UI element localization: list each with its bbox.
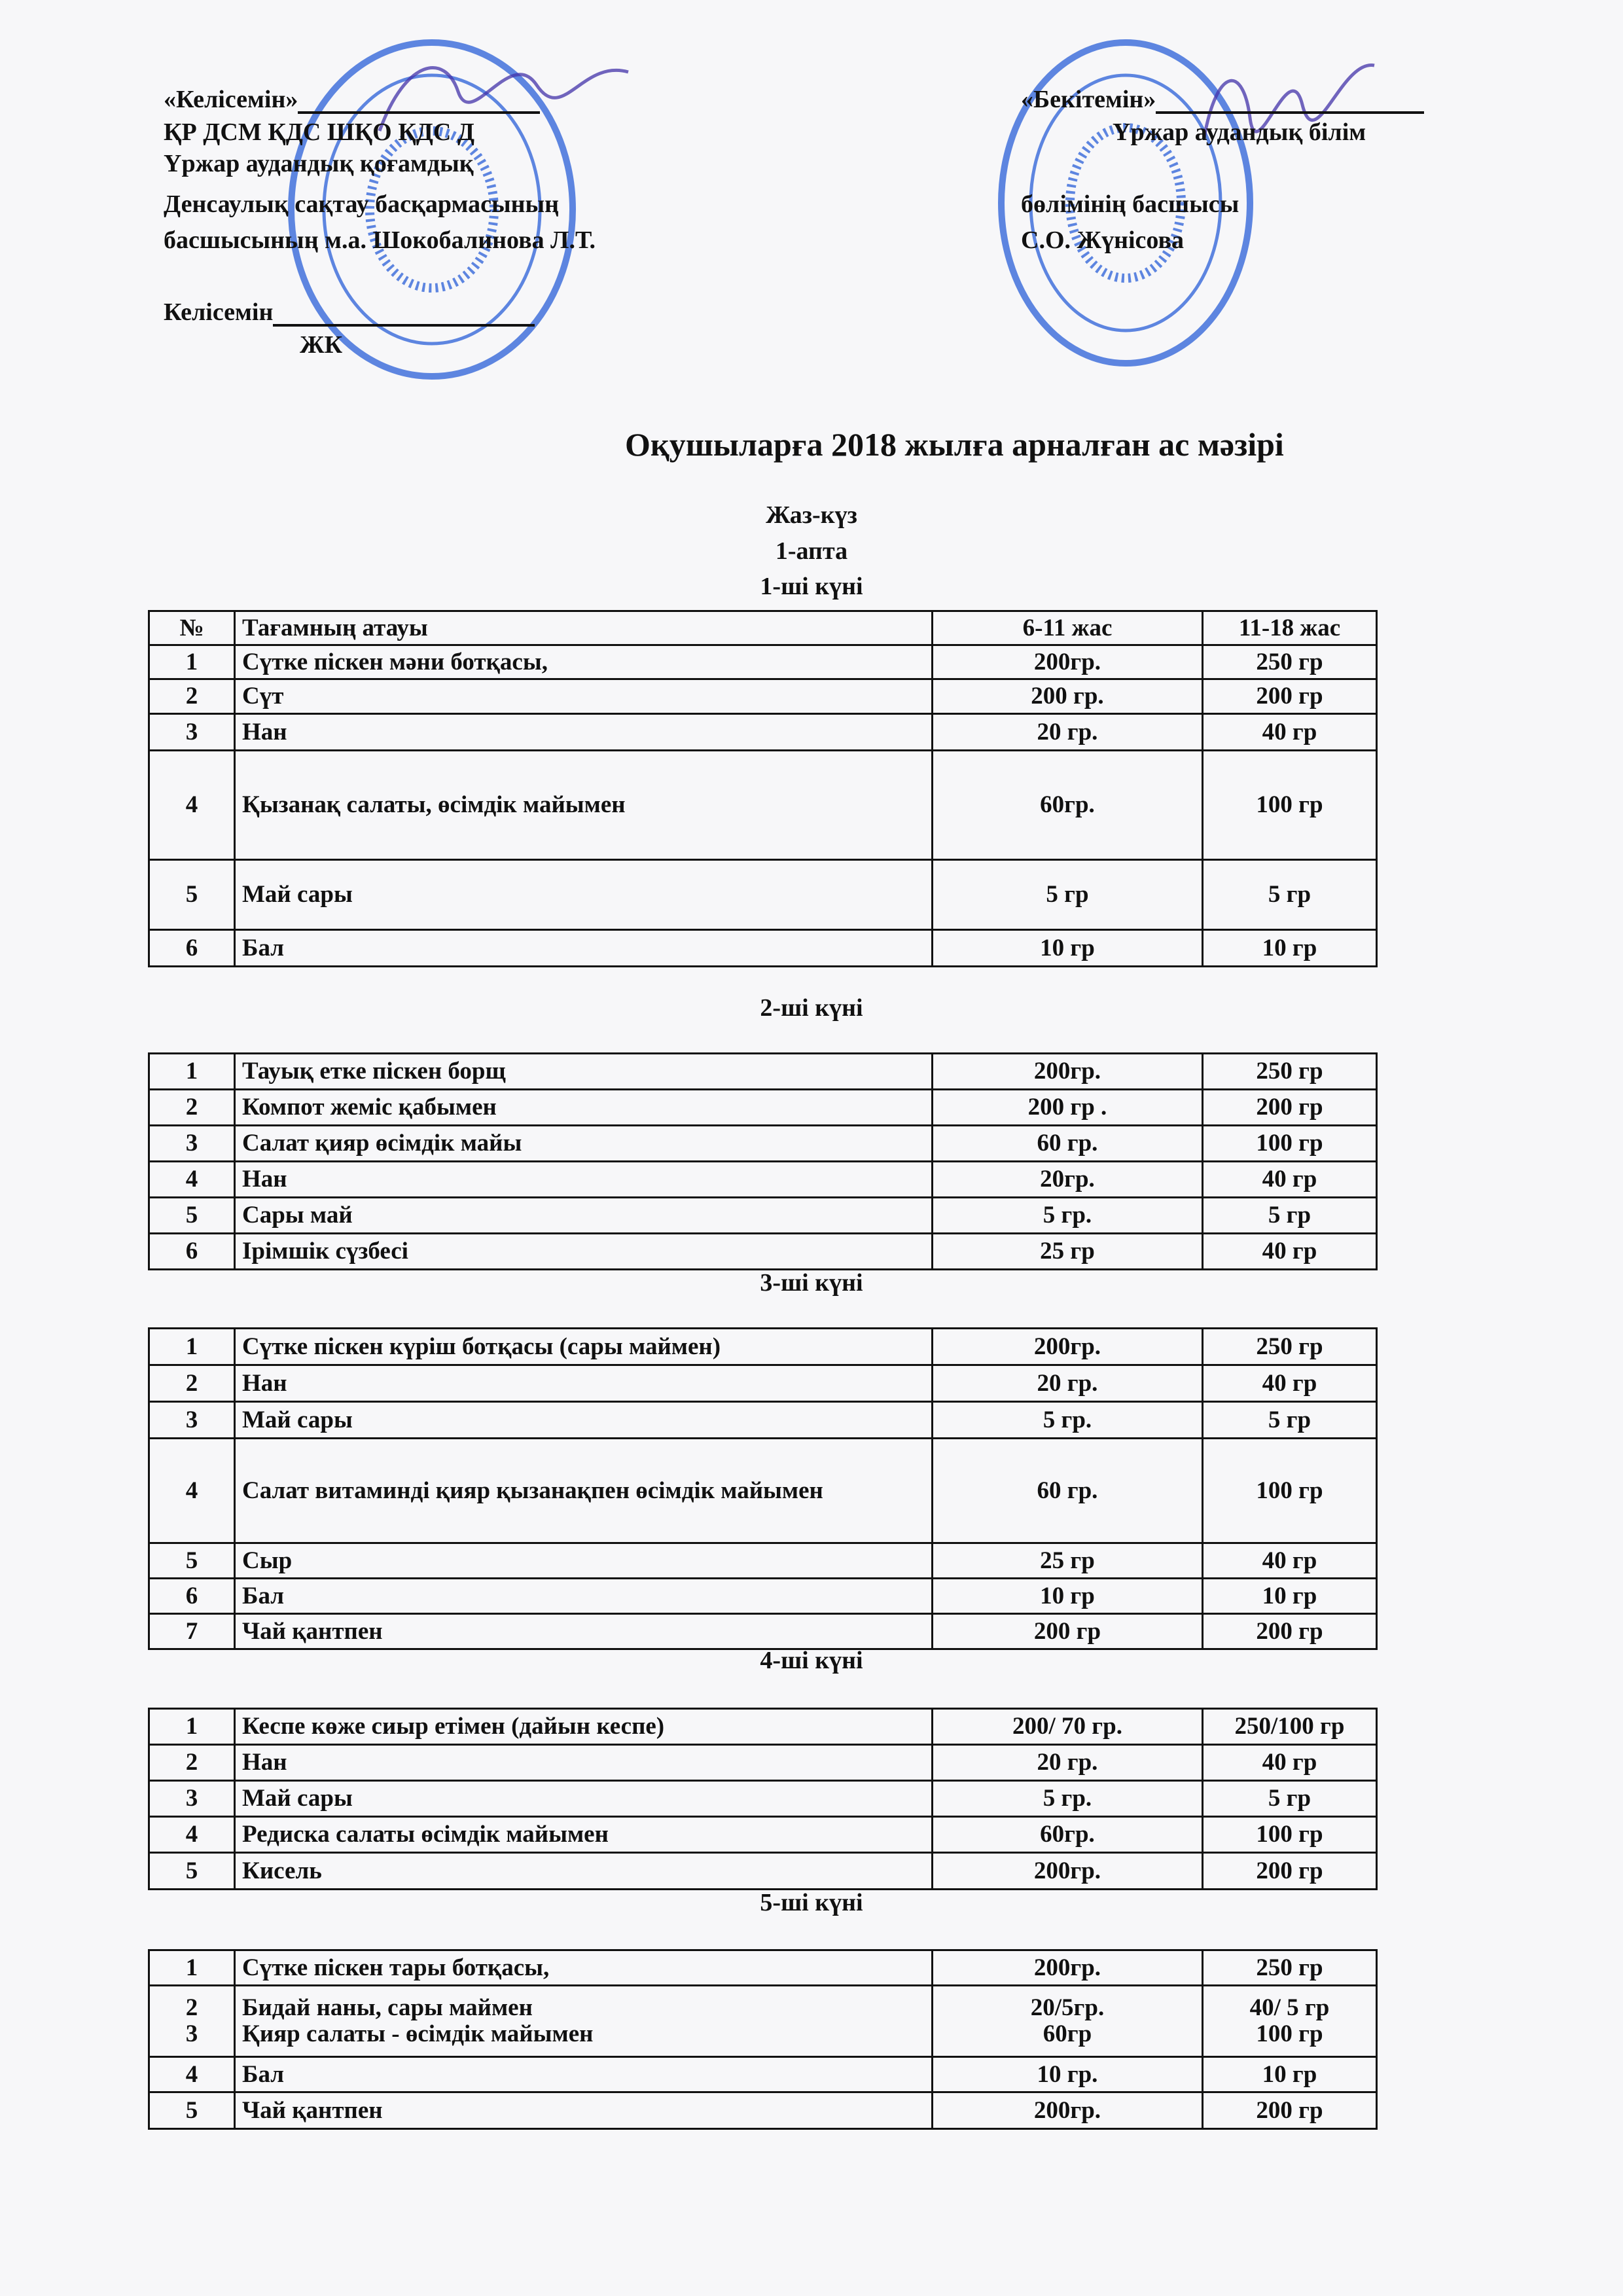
dish-name: Сыр (235, 1543, 933, 1579)
portion-6-11: 10 гр (933, 1579, 1203, 1614)
portion-11-18: 5 гр (1203, 1402, 1377, 1439)
row-number: 3 (149, 1781, 235, 1817)
portion-6-11: 200 гр . (933, 1090, 1203, 1126)
dish-name: Нан (235, 714, 933, 751)
table-row (149, 1234, 1377, 1270)
row-number: 2 (149, 679, 235, 714)
table-header (149, 611, 1377, 645)
column-header-name: Тағамның атауы (235, 611, 933, 645)
row-number: 2 (149, 1745, 235, 1781)
menu-table (148, 610, 1378, 967)
table-row (149, 1543, 1377, 1579)
approved-label: «Бекітемін» (1021, 85, 1424, 114)
row-number: 4 (149, 2057, 235, 2092)
portion-11-18: 200 гр (1203, 1090, 1377, 1126)
portion-11-18: 40 гр (1203, 1543, 1377, 1579)
portion-11-18: 200 гр (1203, 1853, 1377, 1890)
menu-table (148, 1052, 1378, 1270)
signature-line (273, 298, 535, 327)
signature-line (298, 85, 540, 114)
portion-11-18: 40/ 5 гр 100 гр (1203, 1986, 1377, 2057)
row-number: 7 (149, 1614, 235, 1649)
menu-table (148, 1949, 1378, 2130)
dish-name: Бал (235, 930, 933, 967)
row-number: 1 (149, 1950, 235, 1986)
table-row (149, 2092, 1377, 2129)
row-number: 4 (149, 1162, 235, 1198)
dish-name: Сары май (235, 1198, 933, 1234)
signature-line (1156, 85, 1424, 114)
portion-6-11: 10 гр. (933, 2057, 1203, 2092)
portion-11-18: 5 гр (1203, 1198, 1377, 1234)
row-number: 2 (149, 1090, 235, 1126)
dish-name: Кисель (235, 1853, 933, 1890)
table-row (149, 1817, 1377, 1853)
portion-11-18: 100 гр (1203, 1126, 1377, 1162)
portion-6-11: 200гр. (933, 1054, 1203, 1090)
header-right-line1: Үржар аудандық білім (1113, 118, 1366, 146)
table-row (149, 1126, 1377, 1162)
portion-11-18: 200 гр (1203, 2092, 1377, 2129)
portion-6-11: 60гр. (933, 751, 1203, 860)
table-row (149, 1329, 1377, 1365)
portion-11-18: 10 гр (1203, 930, 1377, 967)
dish-name: Май сары (235, 1781, 933, 1817)
row-number: 3 (149, 1126, 235, 1162)
table-row (149, 1365, 1377, 1402)
column-header-number: № (149, 611, 235, 645)
dish-name: Тауық етке піскен борщ (235, 1054, 933, 1090)
row-number: 5 (149, 860, 235, 930)
table-row (149, 1709, 1377, 1745)
dish-name: Бал (235, 2057, 933, 2092)
row-number: 6 (149, 930, 235, 967)
table-row (149, 1745, 1377, 1781)
column-header-age-6-11: 6-11 жас (933, 611, 1203, 645)
portion-11-18: 40 гр (1203, 1162, 1377, 1198)
portion-6-11: 5 гр. (933, 1198, 1203, 1234)
portion-11-18: 100 гр (1203, 1439, 1377, 1543)
portion-6-11: 5 гр. (933, 1781, 1203, 1817)
dish-name: Сүтке піскен күріш ботқасы (сары маймен) (235, 1329, 933, 1365)
day-label: 2-ші күні (760, 994, 863, 1022)
portion-6-11: 10 гр (933, 930, 1203, 967)
table-row (149, 1950, 1377, 1986)
row-number: 1 (149, 645, 235, 679)
portion-11-18: 40 гр (1203, 1234, 1377, 1270)
table-row (149, 679, 1377, 714)
day-label: 5-ші күні (760, 1889, 863, 1916)
row-number: 5 (149, 1853, 235, 1890)
dish-name: Нан (235, 1162, 933, 1198)
portion-11-18: 40 гр (1203, 1365, 1377, 1402)
portion-11-18: 5 гр (1203, 1781, 1377, 1817)
header-right-line2: бөлімінің басшысы (1021, 190, 1240, 218)
table-row (149, 1402, 1377, 1439)
portion-6-11: 60гр. (933, 1817, 1203, 1853)
dish-name: Редиска салаты өсімдік майымен (235, 1817, 933, 1853)
day-label: 4-ші күні (760, 1647, 863, 1674)
portion-11-18: 40 гр (1203, 714, 1377, 751)
row-number: 3 (149, 1402, 235, 1439)
table-row (149, 1853, 1377, 1890)
portion-11-18: 200 гр (1203, 679, 1377, 714)
portion-11-18: 200 гр (1203, 1614, 1377, 1649)
portion-6-11: 200гр. (933, 1329, 1203, 1365)
portion-11-18: 10 гр (1203, 2057, 1377, 2092)
row-number: 5 (149, 1543, 235, 1579)
table-row (149, 860, 1377, 930)
dish-name: Май сары (235, 860, 933, 930)
table-row (149, 1614, 1377, 1649)
dish-name: Сүтке піскен мәни ботқасы, (235, 645, 933, 679)
portion-11-18: 5 гр (1203, 860, 1377, 930)
header-left-line3: Денсаулық сақтау басқармасының (164, 190, 560, 218)
table-row (149, 1579, 1377, 1614)
portion-6-11: 200гр. (933, 1950, 1203, 1986)
row-number: 3 (149, 714, 235, 751)
portion-11-18: 250/100 гр (1203, 1709, 1377, 1745)
table-row (149, 714, 1377, 751)
portion-6-11: 20 гр. (933, 1365, 1203, 1402)
column-header-age-11-18: 11-18 жас (1203, 611, 1377, 645)
portion-11-18: 100 гр (1203, 1817, 1377, 1853)
dish-name: Сүт (235, 679, 933, 714)
row-number: 1 (149, 1329, 235, 1365)
portion-6-11: 200гр. (933, 1853, 1203, 1890)
season-label: Жаз-күз (766, 501, 857, 529)
portion-6-11: 200 гр. (933, 679, 1203, 714)
row-number: 2 (149, 1365, 235, 1402)
dish-name: Қызанақ салаты, өсімдік майымен (235, 751, 933, 860)
portion-11-18: 40 гр (1203, 1745, 1377, 1781)
row-number: 5 (149, 2092, 235, 2129)
row-number: 6 (149, 1234, 235, 1270)
table-row (149, 1162, 1377, 1198)
header-left-line2: Үржар аудандық қоғамдық (164, 150, 474, 177)
portion-6-11: 5 гр (933, 860, 1203, 930)
day-label: 1-ші күні (760, 573, 863, 600)
menu-table (148, 1708, 1378, 1890)
table-row (149, 1439, 1377, 1543)
dish-name: Салат витаминді қияр қызанақпен өсімдік майымен (235, 1439, 933, 1543)
portion-6-11: 20/5гр. 60гр (933, 1986, 1203, 2057)
portion-11-18: 10 гр (1203, 1579, 1377, 1614)
table-row (149, 1986, 1377, 2057)
dish-name: Кеспе көже сиыр етімен (дайын кеспе) (235, 1709, 933, 1745)
header-left-org: ҚР ДСМ ҚДС ШҚО ҚДС Д (164, 118, 474, 146)
row-number: 1 (149, 1709, 235, 1745)
dish-name: Чай қантпен (235, 2092, 933, 2129)
row-number: 2 3 (149, 1986, 235, 2057)
page-title: Оқушыларға 2018 жылға арналған ас мәзірі (625, 426, 1284, 463)
portion-6-11: 20 гр. (933, 1745, 1203, 1781)
dish-name: Бал (235, 1579, 933, 1614)
portion-6-11: 25 гр (933, 1234, 1203, 1270)
header-left-line4: басшысының м.а. Шокобалинова Л.Т. (164, 226, 596, 254)
dish-name: Чай қантпен (235, 1614, 933, 1649)
table-row (149, 1054, 1377, 1090)
dish-name: Нан (235, 1745, 933, 1781)
week-label: 1-апта (775, 537, 848, 565)
agreed2-label: Келісемін (164, 298, 535, 327)
dish-name: Компот жеміс қабымен (235, 1090, 933, 1126)
row-number: 6 (149, 1579, 235, 1614)
dish-name: Салат қияр өсімдік майы (235, 1126, 933, 1162)
table-row (149, 1090, 1377, 1126)
table-row (149, 2057, 1377, 2092)
table-row (149, 1781, 1377, 1817)
portion-11-18: 100 гр (1203, 751, 1377, 860)
dish-name: Нан (235, 1365, 933, 1402)
table-row (149, 1198, 1377, 1234)
portion-6-11: 60 гр. (933, 1126, 1203, 1162)
row-number: 5 (149, 1198, 235, 1234)
day-label: 3-ші күні (760, 1269, 863, 1297)
portion-6-11: 200гр. (933, 645, 1203, 679)
portion-6-11: 200 гр (933, 1614, 1203, 1649)
portion-6-11: 200/ 70 гр. (933, 1709, 1203, 1745)
portion-6-11: 20гр. (933, 1162, 1203, 1198)
agreed-label: «Келісемін» (164, 85, 540, 114)
portion-6-11: 200гр. (933, 2092, 1203, 2129)
portion-11-18: 250 гр (1203, 645, 1377, 679)
portion-6-11: 5 гр. (933, 1402, 1203, 1439)
menu-table (148, 1327, 1378, 1650)
portion-6-11: 25 гр (933, 1543, 1203, 1579)
row-number: 4 (149, 1817, 235, 1853)
agreed2-sub: ЖК (300, 331, 343, 359)
portion-6-11: 20 гр. (933, 714, 1203, 751)
portion-11-18: 250 гр (1203, 1950, 1377, 1986)
table-row (149, 930, 1377, 967)
dish-name: Сүтке піскен тары ботқасы, (235, 1950, 933, 1986)
table-row (149, 645, 1377, 679)
row-number: 1 (149, 1054, 235, 1090)
portion-11-18: 250 гр (1203, 1054, 1377, 1090)
row-number: 4 (149, 1439, 235, 1543)
table-row (149, 751, 1377, 860)
portion-6-11: 60 гр. (933, 1439, 1203, 1543)
row-number: 4 (149, 751, 235, 860)
dish-name: Май сары (235, 1402, 933, 1439)
portion-11-18: 250 гр (1203, 1329, 1377, 1365)
header-right-line3: С.О. Жүнісова (1021, 226, 1184, 254)
dish-name: Бидай наны, сары маймен Қияр салаты - өсімдік майымен (235, 1986, 933, 2057)
dish-name: Ірімшік сүзбесі (235, 1234, 933, 1270)
